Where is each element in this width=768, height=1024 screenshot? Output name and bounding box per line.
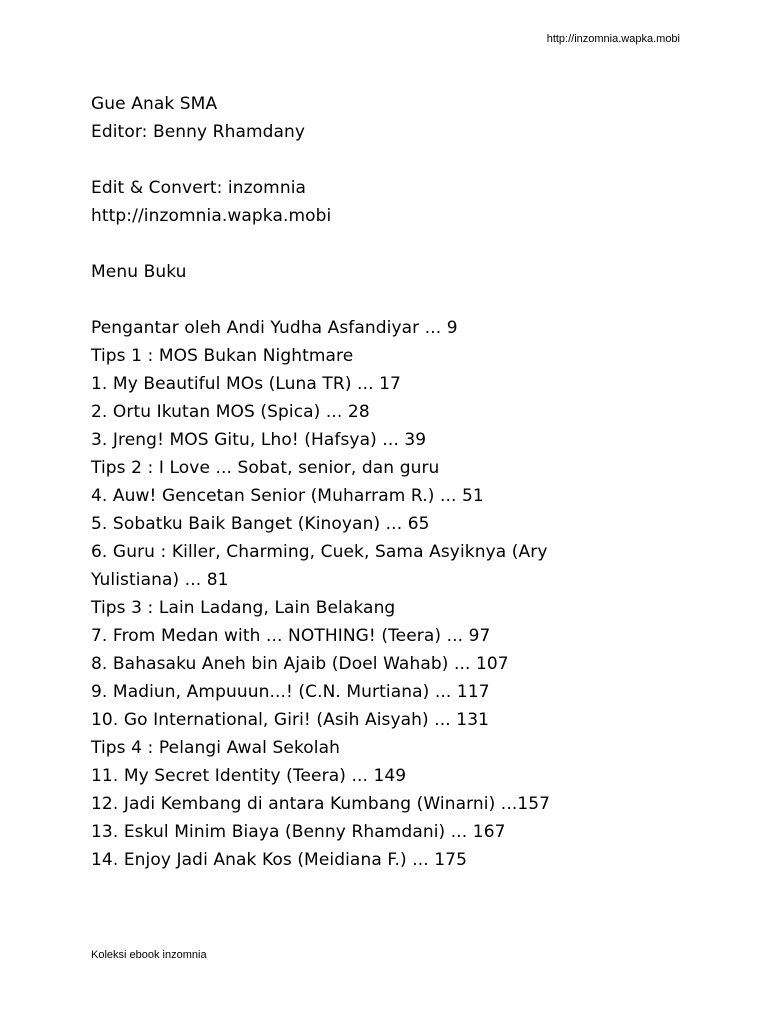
toc-entry: 6. Guru : Killer, Charming, Cuek, Sama Asyiknya (Ary <box>91 542 548 562</box>
toc-entry: 12. Jadi Kembang di antara Kumbang (Winarni) ...157 <box>91 794 551 814</box>
toc-entry: 5. Sobatku Baik Banget (Kinoyan) ... 65 <box>91 514 430 534</box>
book-converter: Edit & Convert: inzomnia <box>91 178 307 198</box>
toc-entry: 7. From Medan with ... NOTHING! (Teera) ... 97 <box>91 626 491 646</box>
toc-entry: 14. Enjoy Jadi Anak Kos (Meidiana F.) ... 175 <box>91 850 467 870</box>
toc-section-heading: Tips 2 : I Love ... Sobat, senior, dan guru <box>91 458 440 478</box>
toc-entry: 8. Bahasaku Aneh bin Ajaib (Doel Wahab) ... 107 <box>91 654 509 674</box>
footer-text: Koleksi ebook inzomnia <box>91 949 207 961</box>
toc-entry: 13. Eskul Minim Biaya (Benny Rhamdani) ... 167 <box>91 822 506 842</box>
spacer <box>91 230 731 258</box>
book-editor: Editor: Benny Rhamdany <box>91 122 306 142</box>
toc-entry: 2. Ortu Ikutan MOS (Spica) ... 28 <box>91 402 370 422</box>
toc-entry: 3. Jreng! MOS Gitu, Lho! (Hafsya) ... 39 <box>91 430 427 450</box>
toc-entry-continuation: Yulistiana) ... 81 <box>91 570 229 590</box>
spacer <box>91 146 731 174</box>
toc-entry: Pengantar oleh Andi Yudha Asfandiyar ... 9 <box>91 318 458 338</box>
toc-entry: 10. Go International, Giri! (Asih Aisyah) ... 131 <box>91 710 490 730</box>
menu-heading: Menu Buku <box>91 262 187 282</box>
toc-entry: 9. Madiun, Ampuuun...! (C.N. Murtiana) ... 117 <box>91 682 490 702</box>
page-content <box>91 90 731 874</box>
toc-section-heading: Tips 3 : Lain Ladang, Lain Belakang <box>91 598 396 618</box>
toc-section-heading: Tips 1 : MOS Bukan Nightmare <box>91 346 354 366</box>
header-url: http://inzomnia.wapka.mobi <box>546 33 680 45</box>
toc-entry: 1. My Beautiful MOs (Luna TR) ... 17 <box>91 374 401 394</box>
book-website: http://inzomnia.wapka.mobi <box>91 206 332 226</box>
toc-section-heading: Tips 4 : Pelangi Awal Sekolah <box>91 738 341 758</box>
spacer <box>91 286 731 314</box>
table-of-contents <box>91 314 731 874</box>
toc-entry: 11. My Secret Identity (Teera) ... 149 <box>91 766 407 786</box>
book-title: Gue Anak SMA <box>91 94 218 114</box>
toc-entry: 4. Auw! Gencetan Senior (Muharram R.) ... 51 <box>91 486 484 506</box>
